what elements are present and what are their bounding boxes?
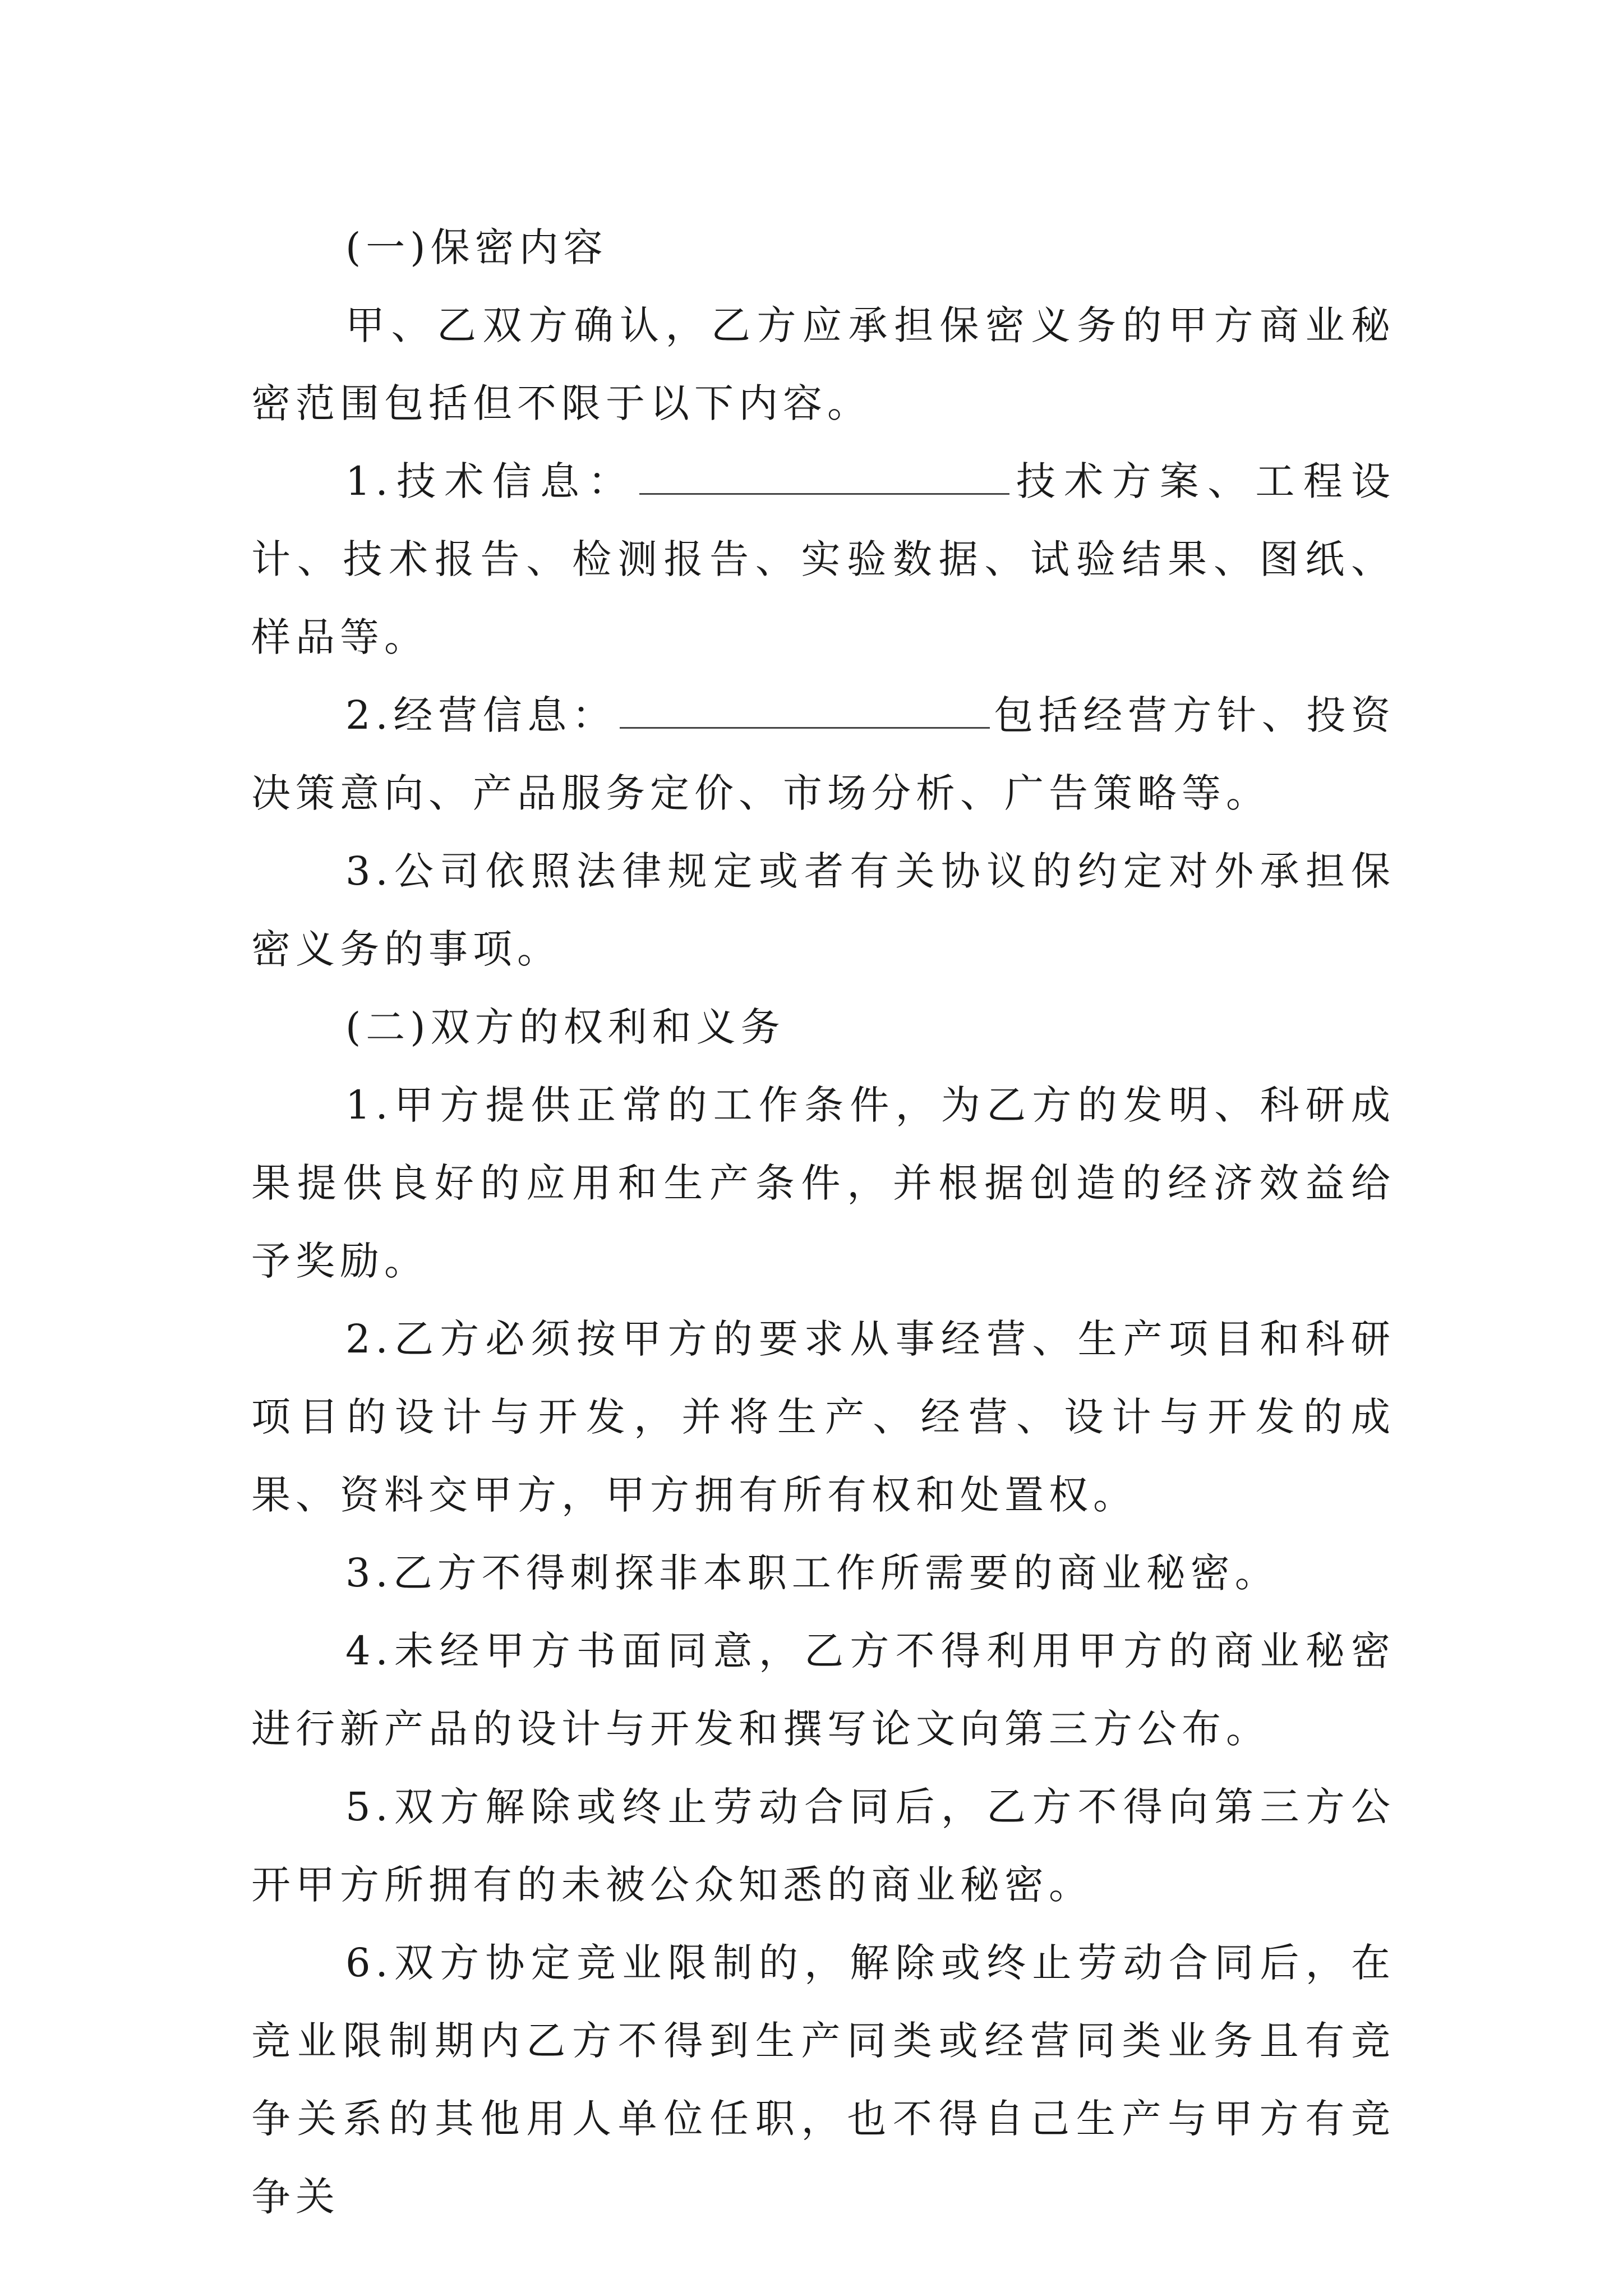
section-heading-confidential-content: (一)保密内容	[345, 224, 608, 270]
technical-info-detail: 技术方案、工程设计、技术报告、检测报告、实验数据、试验结果、图纸、样品等。	[251, 458, 1395, 660]
paragraph-no-unauthorized-use: 4.未经甲方书面同意，乙方不得利用甲方的商业秘密进行新产品的设计与开发和撰写论文向第三方公布。	[251, 1628, 1395, 1752]
business-info-label: 2.经营信息：	[345, 692, 617, 738]
paragraph-post-termination: 5.双方解除或终止劳动合同后，乙方不得向第三方公开甲方所拥有的未被公众知悉的商业秘密。	[251, 1784, 1395, 1908]
document-page	[251, 209, 1395, 2236]
paragraph-technical-info	[251, 443, 1395, 677]
paragraph-party-a-provides: 1.甲方提供正常的工作条件，为乙方的发明、科研成果提供良好的应用和生产条件，并根据创造的经济效益给予奖励。	[251, 1082, 1395, 1284]
paragraph-business-info	[251, 677, 1395, 832]
paragraph-legal-obligations: 3.公司依照法律规定或者有关协议的约定对外承担保密义务的事项。	[251, 848, 1395, 972]
business-info-blank-line[interactable]	[620, 693, 990, 729]
business-info-detail: 包括经营方针、投资决策意向、产品服务定价、市场分析、广告策略等。	[251, 692, 1395, 816]
section-heading-rights-obligations: (二)双方的权利和义务	[345, 1004, 785, 1050]
paragraph-party-b-must: 2.乙方必须按甲方的要求从事经营、生产项目和科研项目的设计与开发，并将生产、经营、设计与开发的成果、资料交甲方，甲方拥有所有权和处置权。	[251, 1316, 1395, 1518]
technical-info-blank-line[interactable]	[639, 459, 1009, 495]
paragraph-no-spying: 3.乙方不得刺探非本职工作所需要的商业秘密。	[345, 1550, 1279, 1596]
technical-info-label: 1.技术信息：	[345, 458, 636, 504]
paragraph-scope: 甲、乙双方确认，乙方应承担保密义务的甲方商业秘密范围包括但不限于以下内容。	[251, 302, 1395, 426]
paragraph-non-compete: 6.双方协定竞业限制的，解除或终止劳动合同后，在竞业限制期内乙方不得到生产同类或经营同类业务且有竞争关系的其他用人单位任职，也不得自己生产与甲方有竞争关	[251, 1940, 1395, 2220]
